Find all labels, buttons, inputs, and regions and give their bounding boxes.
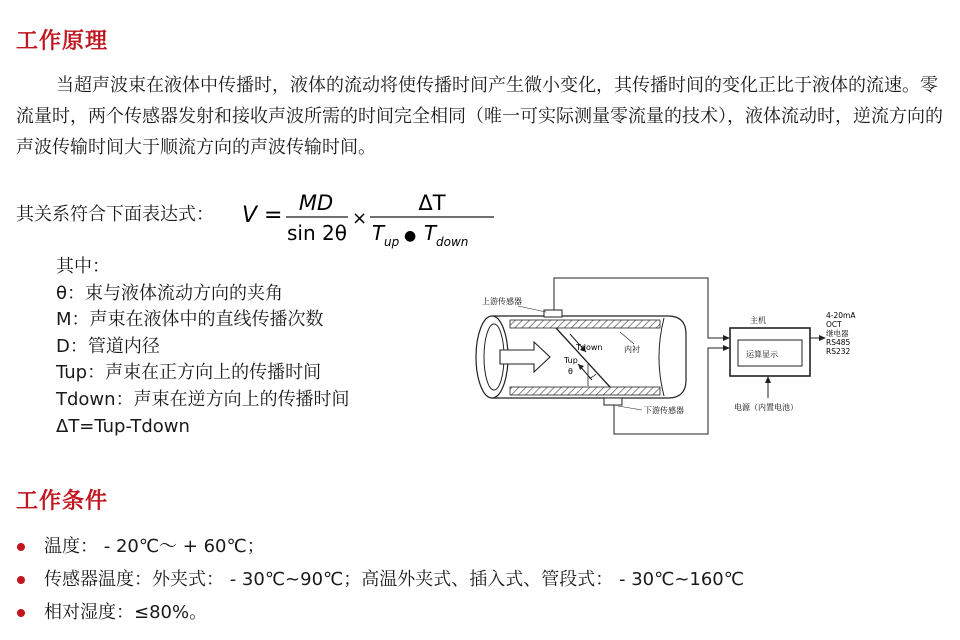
pipe-lining-top — [510, 320, 660, 328]
definition-item: ΔT=Tup-Tdown — [56, 415, 190, 437]
definition-item: M：声束在液体中的直线传播次数 — [56, 309, 324, 331]
list-item — [16, 530, 744, 563]
downstream-sensor-leader — [618, 406, 642, 410]
section-title-principle: 工作原理 — [16, 29, 109, 54]
conditions-list — [16, 530, 744, 629]
formula-row — [16, 188, 496, 250]
power-label: 电源（内置电池） — [734, 403, 798, 412]
upstream-cable-arrow — [723, 335, 730, 341]
bullet-icon — [17, 609, 25, 617]
formula-eq: = — [264, 203, 283, 228]
downstream-sensor-label: 下游传感器 — [644, 406, 684, 415]
definition-item: 其中： — [56, 256, 110, 277]
output-label: RS485 — [826, 338, 851, 347]
pipe-right-end — [659, 318, 664, 396]
output-arrow — [819, 335, 826, 341]
tdown-label: Tdown — [576, 343, 603, 352]
fraction2-tup-sub: up — [384, 235, 400, 249]
condition-text: 温度： - 20℃～ + 60℃； — [44, 536, 265, 557]
list-item — [16, 563, 744, 596]
display-label: 运算显示 — [746, 350, 778, 359]
host-label: 主机 — [750, 316, 766, 325]
flowmeter-diagram — [468, 268, 888, 468]
condition-text: 相对湿度：≤80%。 — [44, 602, 208, 623]
fraction2-numerator: ΔT — [418, 191, 446, 215]
formula-times: × — [352, 208, 368, 229]
definition-item: Tdown：声束在逆方向上的传播时间 — [56, 388, 350, 410]
formula-lhs: V — [242, 203, 258, 228]
section-title-conditions: 工作条件 — [16, 489, 109, 514]
condition-text: 传感器温度：外夹式： - 30℃~90℃；高温外夹式、插入式、管段式： - 30℃~160℃ — [44, 569, 744, 590]
bullet-icon — [17, 543, 25, 551]
downstream-sensor — [604, 398, 622, 405]
bullet-icon — [17, 576, 25, 584]
pipe-lining-bottom — [510, 387, 660, 395]
fraction2-dot: ● — [404, 228, 417, 244]
fraction2-tdown-sub: down — [436, 235, 469, 249]
upstream-sensor-leader — [518, 306, 546, 312]
definition-list — [56, 254, 350, 440]
power-arrow — [765, 376, 771, 383]
fraction1-numerator: MD — [298, 191, 334, 215]
output-label: RS232 — [826, 347, 851, 356]
upstream-sensor — [544, 310, 562, 317]
liner-label: 内衬 — [624, 345, 640, 354]
definition-item: θ：束与液体流动方向的夹角 — [56, 282, 284, 304]
upstream-sensor-label: 上游传感器 — [482, 297, 522, 306]
upstream-cable — [554, 278, 730, 338]
principle-paragraph: 当超声波束在液体中传播时，液体的流动将使传播时间产生微小变化，其传播时间的变化正比于液体的流速。零流量时，两个传感器发射和接收声波所需的时间完全相同（唯一可实际测量零流量的技术），液体流动时，逆流方向的声波传输时间大于顺流方向的声波传输时间。 — [16, 75, 943, 158]
liner-leader — [620, 332, 634, 344]
fraction2-tdown: T — [424, 221, 437, 245]
formula-lead: 其关系符合下面表达式： — [16, 204, 214, 225]
list-item — [16, 596, 744, 629]
theta-label: θ — [568, 367, 573, 376]
definition-item: Tup：声束在正方向上的传播时间 — [56, 362, 322, 384]
definition-item: D：管道内径 — [56, 335, 160, 357]
downstream-cable-arrow — [723, 345, 730, 351]
output-label: 继电器 — [826, 329, 849, 338]
fraction2-tup: T — [372, 221, 385, 245]
output-label: 4-20mA — [826, 311, 856, 320]
tup-label: Tup — [564, 356, 578, 365]
fraction1-denominator: sin 2θ — [287, 221, 347, 245]
velocity-formula — [238, 188, 528, 250]
output-label: OCT — [826, 320, 842, 329]
